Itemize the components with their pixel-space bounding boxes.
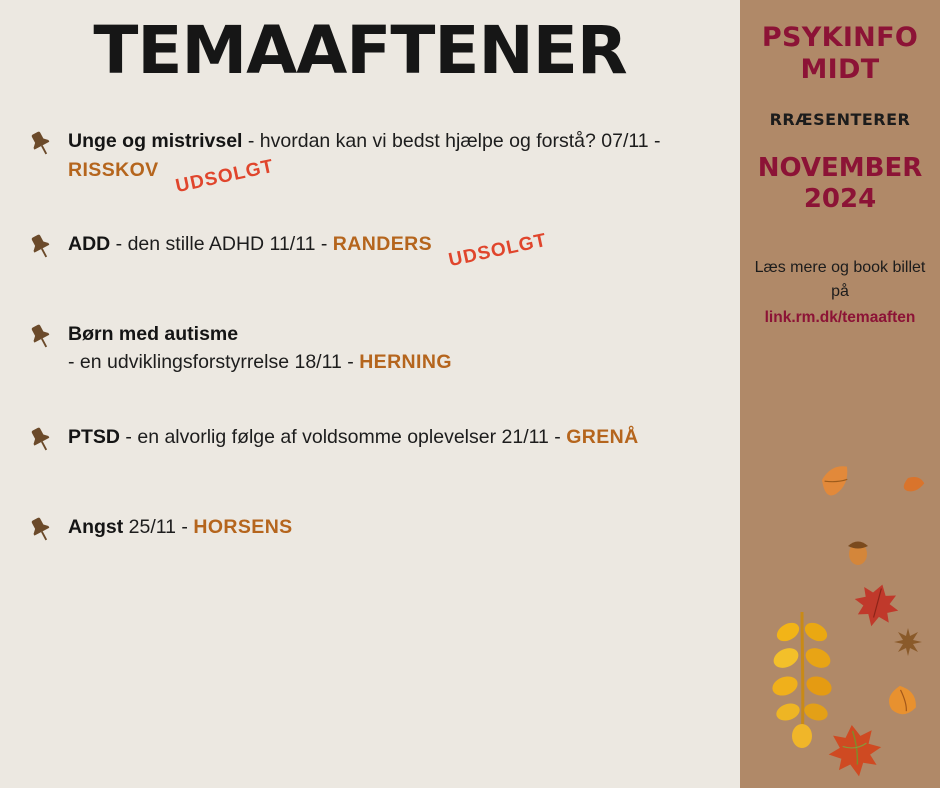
- list-item[interactable]: [26, 513, 740, 557]
- booking-text: Læs mere og book billet på: [754, 258, 926, 300]
- booking-info: [740, 256, 940, 329]
- status-badge: UDSOLGT: [173, 155, 276, 197]
- event-city: HORSENS: [193, 515, 293, 538]
- event-description: 25/11 -: [123, 515, 194, 538]
- event-text: [68, 127, 740, 197]
- event-description: - hvordan kan vi bedst hjælpe og forstå? 07/11 -: [242, 130, 661, 153]
- event-text: [68, 320, 740, 377]
- event-title: PTSD: [68, 425, 121, 448]
- event-city: RISSKOV: [68, 158, 159, 181]
- month-label: NOVEMBER: [757, 152, 923, 183]
- event-list: [0, 127, 740, 556]
- pushpin-icon: [26, 232, 56, 262]
- event-description: - en alvorlig følge af voldsomme oplevelser 21/11 -: [120, 425, 567, 448]
- event-city: GRENÅ: [566, 425, 639, 448]
- pushpin-icon: [26, 129, 56, 159]
- event-title: Børn med autisme: [68, 323, 239, 346]
- event-city: HERNING: [359, 351, 452, 374]
- event-text: [68, 423, 740, 451]
- event-title: Unge og mistrivsel: [68, 130, 243, 153]
- presents-label: RRÆSENTERER: [769, 109, 911, 129]
- brand-line-1: PSYKINFO: [761, 22, 919, 53]
- list-item[interactable]: [26, 230, 740, 274]
- event-text: [68, 229, 740, 272]
- event-description: - den stille ADHD 11/11 -: [110, 233, 333, 256]
- event-city: RANDERS: [332, 233, 433, 256]
- list-item[interactable]: [26, 423, 740, 467]
- brand-title: [740, 22, 940, 86]
- pushpin-icon: [26, 515, 56, 545]
- event-description: - en udviklingsforstyrrelse 18/11 -: [68, 351, 360, 374]
- poster-sidebar: [740, 0, 940, 788]
- list-item[interactable]: [26, 320, 740, 377]
- event-title: ADD: [68, 233, 111, 256]
- booking-link[interactable]: link.rm.dk/temaaften: [764, 308, 916, 326]
- pushpin-icon: [26, 322, 56, 352]
- brand-line-2: MIDT: [800, 53, 880, 85]
- event-text: [68, 513, 740, 541]
- autumn-leaves-decoration: [740, 440, 940, 788]
- list-item[interactable]: [26, 127, 740, 197]
- pushpin-icon: [26, 425, 56, 455]
- year-label: 2024: [803, 183, 877, 214]
- status-badge: UDSOLGT: [446, 229, 549, 272]
- event-title: Angst: [68, 515, 124, 538]
- page-title: TEMAAFTENER: [93, 12, 627, 89]
